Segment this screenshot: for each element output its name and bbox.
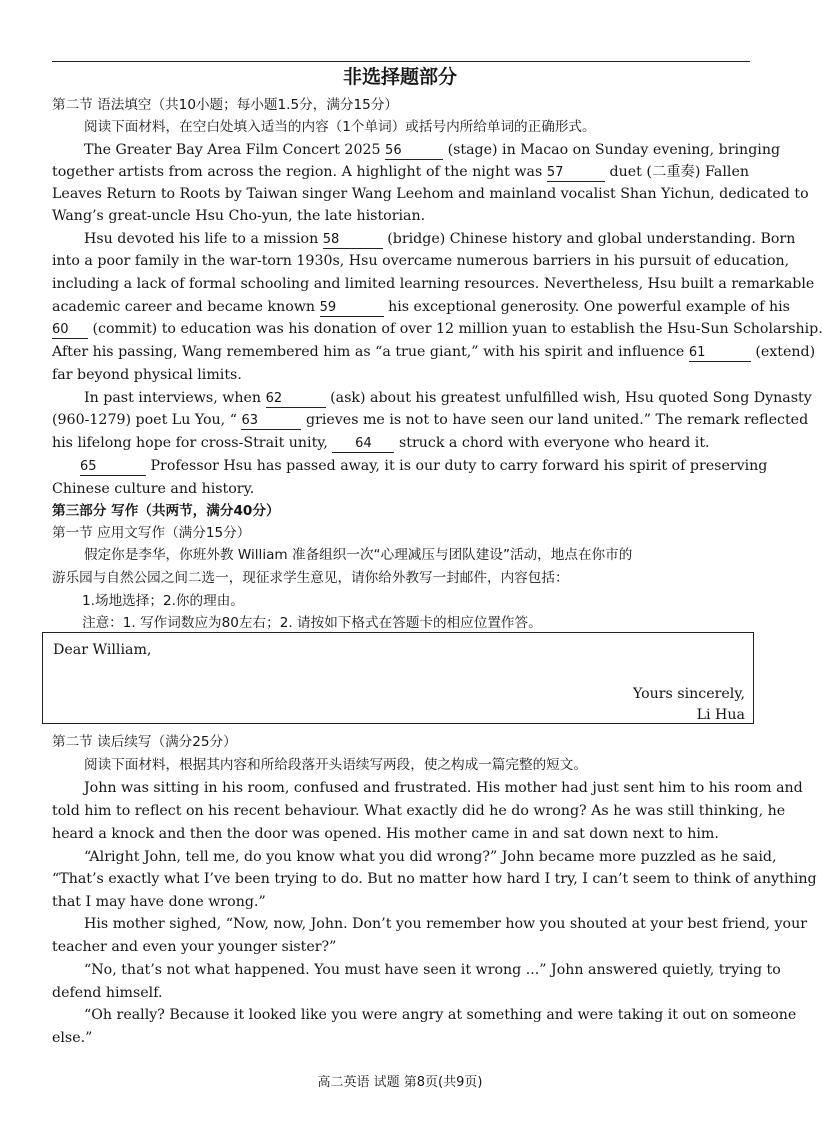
passage-text: struck a chord with everyone who heard it. (398, 435, 710, 451)
passage-line (52, 343, 816, 363)
page-title: 非选择题部分 (342, 66, 457, 88)
passage-text: his lifelong hope for cross-Strait unity, (52, 435, 328, 451)
passage-text: In past interviews, when (84, 390, 262, 406)
page-footer: 高二英语 试题 第8页(共9页) (317, 1075, 483, 1090)
passage-line (52, 320, 823, 340)
grammar-instruction: 阅读下面材料，在空白处填入适当的内容（1个单词）或括号内所给单词的正确形式。 (84, 119, 596, 135)
story-line: John was sitting in his room, confused and frustrated. His mother had just sent him to his room and (84, 780, 803, 796)
passage-line (52, 230, 796, 250)
story-line: “That’s exactly what I’ve been trying to do. But no matter how hard I try, I can’t seem to think of anything (52, 871, 817, 887)
section2-heading: 第二节 读后续写（满分25分） (52, 734, 237, 750)
section1-prompt: 假定你是李华，你班外教 William 准备组织一次“心理减压与团队建设”活动，地点在你市的 (84, 547, 633, 563)
passage-line: including a lack of formal schooling and limited learning resources. Nevertheless, Hsu built a remarkable (52, 276, 815, 292)
passage-line (52, 163, 749, 183)
section1-prompt: 游乐园与自然公园之间二选一，现征求学生意见，请你给外教写一封邮件，内容包括： (52, 570, 569, 586)
story-line: teacher and even your younger sister?” (52, 939, 337, 955)
passage-text: Professor Hsu has passed away, it is our duty to carry forward his spirit of preserving (150, 458, 768, 474)
passage-line: Wang’s great-uncle Hsu Cho-yun, the late historian. (52, 208, 426, 224)
top-rule (52, 61, 750, 62)
passage-text: (stage) in Macao on Sunday evening, bringing (447, 142, 781, 158)
passage-text: (ask) about his greatest unfulfilled wish, Hsu quoted Song Dynasty (330, 390, 812, 406)
story-line: defend himself. (52, 985, 163, 1001)
passage-text: The Greater Bay Area Film Concert 2025 (84, 142, 381, 158)
story-line: else.” (52, 1030, 93, 1046)
story-line: “No, that’s not what happened. You must have seen it wrong ...” John answered quietly, trying to (84, 962, 781, 978)
blank-56[interactable]: 56 (385, 142, 443, 160)
section2-instruction: 阅读下面材料，根据其内容和所给段落开头语续写两段，使之构成一篇完整的短文。 (84, 757, 587, 773)
story-line: “Alright John, tell me, do you know what you did wrong?” John became more puzzled as he said, (84, 849, 777, 865)
passage-text: After his passing, Wang remembered him as “a true giant,” with his spirit and influence (52, 344, 685, 360)
story-line: His mother sighed, “Now, now, John. Don’t you remember how you shouted at your best friend, your (84, 916, 807, 932)
section1-points: 1.场地选择；2.你的理由。 (82, 593, 244, 609)
blank-58[interactable]: 58 (323, 231, 383, 249)
letter-signature: Li Hua (696, 707, 745, 723)
letter-answer-box[interactable] (42, 632, 754, 724)
blank-63[interactable]: 63 (241, 412, 301, 430)
blank-65[interactable]: 65 (80, 458, 146, 476)
passage-line: Chinese culture and history. (52, 481, 255, 497)
passage-text: duet (二重奏) Fallen (609, 164, 749, 180)
story-line: that I may have done wrong.” (52, 894, 266, 910)
passage-line (52, 434, 749, 454)
story-line: heard a knock and then the door was opened. His mother came in and sat down next to him. (52, 826, 719, 842)
passage-text: his exceptional generosity. One powerful example of his (388, 299, 790, 315)
story-line: told him to reflect on his recent behaviour. What exactly did he do wrong? As he was still thinking, he (52, 803, 786, 819)
passage-line (52, 411, 809, 431)
writing-part-heading: 第三部分 写作（共两节，满分40分） (52, 503, 280, 519)
section1-note: 注意：1. 写作词数应为80左右；2. 请按如下格式在答题卡的相应位置作答。 (82, 615, 542, 631)
story-line: “Oh really? Because it looked like you were angry at something and were taking it out on someone (84, 1007, 797, 1023)
blank-64[interactable]: 64 (332, 435, 394, 453)
passage-line (52, 141, 781, 161)
blank-57[interactable]: 57 (547, 164, 605, 182)
passage-line: into a poor family in the war-torn 1930s, Hsu overcame numerous barriers in his pursuit of education, (52, 253, 790, 269)
passage-text: (extend) (755, 344, 816, 360)
passage-text: academic career and became known (52, 299, 316, 315)
passage-text: Hsu devoted his life to a mission (84, 231, 319, 247)
passage-text: (960-1279) poet Lu You, “ (52, 412, 237, 428)
blank-60[interactable]: 60 (52, 321, 88, 339)
passage-line (52, 457, 768, 477)
passage-line (52, 298, 790, 318)
passage-text: (commit) to education was his donation of over 12 million yuan to establish the Hsu-Sun Scholarship. (92, 321, 823, 337)
passage-text: together artists from across the region. A highlight of the night was (52, 164, 543, 180)
blank-59[interactable]: 59 (320, 299, 384, 317)
grammar-heading: 第二节 语法填空（共10小题；每小题1.5分，满分15分） (52, 97, 399, 113)
passage-text: (bridge) Chinese history and global understanding. Born (387, 231, 796, 247)
passage-line (52, 389, 812, 409)
letter-greeting: Dear William, (53, 642, 152, 658)
passage-line: far beyond physical limits. (52, 367, 242, 383)
blank-62[interactable]: 62 (266, 390, 326, 408)
section1-heading: 第一节 应用文写作（满分15分） (52, 525, 251, 541)
letter-closing: Yours sincerely, (632, 686, 745, 702)
passage-text: grieves me is not to have seen our land united.” The remark reflected (305, 412, 809, 428)
passage-line: Leaves Return to Roots by Taiwan singer Wang Leehom and mainland vocalist Shan Yichun, dedicated to (52, 186, 809, 202)
blank-61[interactable]: 61 (689, 344, 751, 362)
